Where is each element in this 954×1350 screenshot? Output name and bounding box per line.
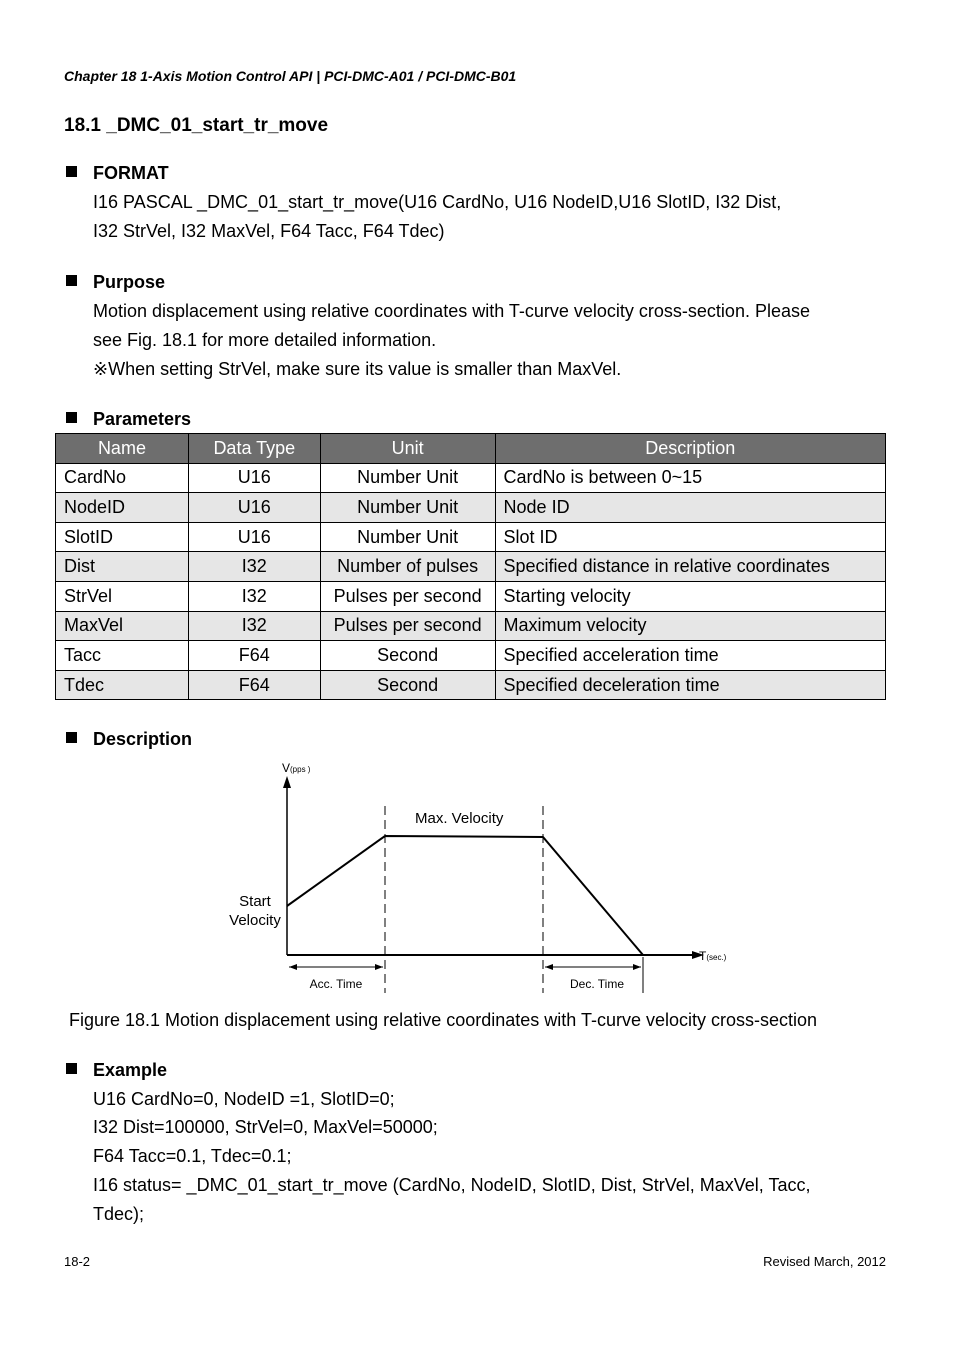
t-axis-label bbox=[699, 949, 727, 963]
description-heading-text: Description bbox=[93, 729, 193, 749]
table-cell: Second bbox=[320, 670, 495, 700]
purpose-line-2: see Fig. 18.1 for more detailed information. bbox=[93, 330, 437, 350]
dec-time-right-arrow-icon bbox=[633, 964, 641, 970]
table-cell: Tacc bbox=[56, 641, 189, 671]
section-title: 18.1 _DMC_01_start_tr_move bbox=[64, 115, 329, 136]
table-cell: Number Unit bbox=[320, 522, 495, 552]
table-cell: MaxVel bbox=[56, 611, 189, 641]
max-velocity-label: Max. Velocity bbox=[415, 810, 504, 827]
example-line-3: F64 Tacc=0.1, Tdec=0.1; bbox=[93, 1146, 292, 1166]
parameters-heading-text: Parameters bbox=[93, 409, 192, 429]
example-heading-text: Example bbox=[93, 1060, 168, 1080]
v-axis-letter: V bbox=[282, 761, 291, 775]
table-cell: I32 bbox=[188, 611, 320, 641]
v-axis-arrow-icon bbox=[283, 776, 291, 788]
table-cell: Pulses per second bbox=[320, 611, 495, 641]
table-cell: CardNo bbox=[56, 463, 189, 493]
table-cell: I32 bbox=[188, 552, 320, 582]
table-cell: I32 bbox=[188, 581, 320, 611]
column-header: Name bbox=[56, 434, 189, 464]
table-cell: Number Unit bbox=[320, 493, 495, 523]
column-header: Unit bbox=[320, 434, 495, 464]
column-header: Description bbox=[495, 434, 885, 464]
example-line-4: I16 status= _DMC_01_start_tr_move (CardNo, NodeID, SlotID, Dist, StrVel, MaxVel, Tacc, bbox=[93, 1175, 811, 1195]
table-cell: Maximum velocity bbox=[495, 611, 885, 641]
table-cell: Second bbox=[320, 641, 495, 671]
dec-time-left-arrow-icon bbox=[545, 964, 553, 970]
format-line-1: I16 PASCAL _DMC_01_start_tr_move(U16 CardNo, U16 NodeID,U16 SlotID, I32 Dist, bbox=[93, 192, 782, 212]
table-cell: Tdec bbox=[56, 670, 189, 700]
start-velocity-label-2: Velocity bbox=[229, 912, 281, 929]
table-cell: Specified deceleration time bbox=[495, 670, 885, 700]
table-cell: U16 bbox=[188, 463, 320, 493]
table-cell: Slot ID bbox=[495, 522, 885, 552]
dec-time-label: Dec. Time bbox=[569, 977, 625, 991]
table-cell: CardNo is between 0~15 bbox=[495, 463, 885, 493]
table-cell: Dist bbox=[56, 552, 189, 582]
bullet-square-icon bbox=[66, 1063, 77, 1074]
table-cell: Specified distance in relative coordinates bbox=[495, 552, 885, 582]
v-axis-label bbox=[282, 761, 311, 775]
table-cell: Pulses per second bbox=[320, 581, 495, 611]
t-axis-letter: T bbox=[699, 949, 707, 963]
format-line-2: I32 StrVel, I32 MaxVel, F64 Tacc, F64 Tdec) bbox=[93, 221, 445, 241]
column-header: Data Type bbox=[188, 434, 320, 464]
table-cell: Starting velocity bbox=[495, 581, 885, 611]
format-heading-text: FORMAT bbox=[93, 163, 169, 183]
table-cell: F64 bbox=[188, 641, 320, 671]
start-velocity-label-1: Start bbox=[239, 893, 271, 910]
velocity-profile-curve bbox=[287, 836, 643, 955]
table-cell: U16 bbox=[188, 493, 320, 523]
example-line-1: U16 CardNo=0, NodeID =1, SlotID=0; bbox=[93, 1089, 395, 1109]
table-cell: U16 bbox=[188, 522, 320, 552]
table-cell: Specified acceleration time bbox=[495, 641, 885, 671]
footer-revision: Revised March, 2012 bbox=[763, 1254, 886, 1269]
table-cell: SlotID bbox=[56, 522, 189, 552]
acc-time-left-arrow-icon bbox=[289, 964, 297, 970]
purpose-line-1: Motion displacement using relative coordinates with T-curve velocity cross-section. Please bbox=[93, 301, 810, 321]
example-line-2: I32 Dist=100000, StrVel=0, MaxVel=50000; bbox=[93, 1117, 438, 1137]
purpose-heading-text: Purpose bbox=[93, 272, 166, 292]
acc-time-label: Acc. Time bbox=[309, 977, 363, 991]
example-line-5: Tdec); bbox=[93, 1204, 145, 1224]
page-header: Chapter 18 1-Axis Motion Control API | PCI-DMC-A01 / PCI-DMC-B01 bbox=[64, 68, 517, 84]
footer-page-number: 18-2 bbox=[64, 1254, 91, 1269]
table-cell: Node ID bbox=[495, 493, 885, 523]
t-axis-unit: (sec.) bbox=[706, 953, 727, 962]
acc-time-right-arrow-icon bbox=[375, 964, 383, 970]
v-axis-unit: (pps ) bbox=[290, 765, 311, 774]
example-heading bbox=[66, 1060, 167, 1081]
figure-caption: Figure 18.1 Motion displacement using relative coordinates with T-curve velocity cross-section bbox=[69, 1010, 818, 1030]
table-cell: Number of pulses bbox=[320, 552, 495, 582]
table-cell: F64 bbox=[188, 670, 320, 700]
table-cell: Number Unit bbox=[320, 463, 495, 493]
table-cell: NodeID bbox=[56, 493, 189, 523]
purpose-line-3: ※When setting StrVel, make sure its value is smaller than MaxVel. bbox=[93, 359, 622, 379]
table-cell: StrVel bbox=[56, 581, 189, 611]
